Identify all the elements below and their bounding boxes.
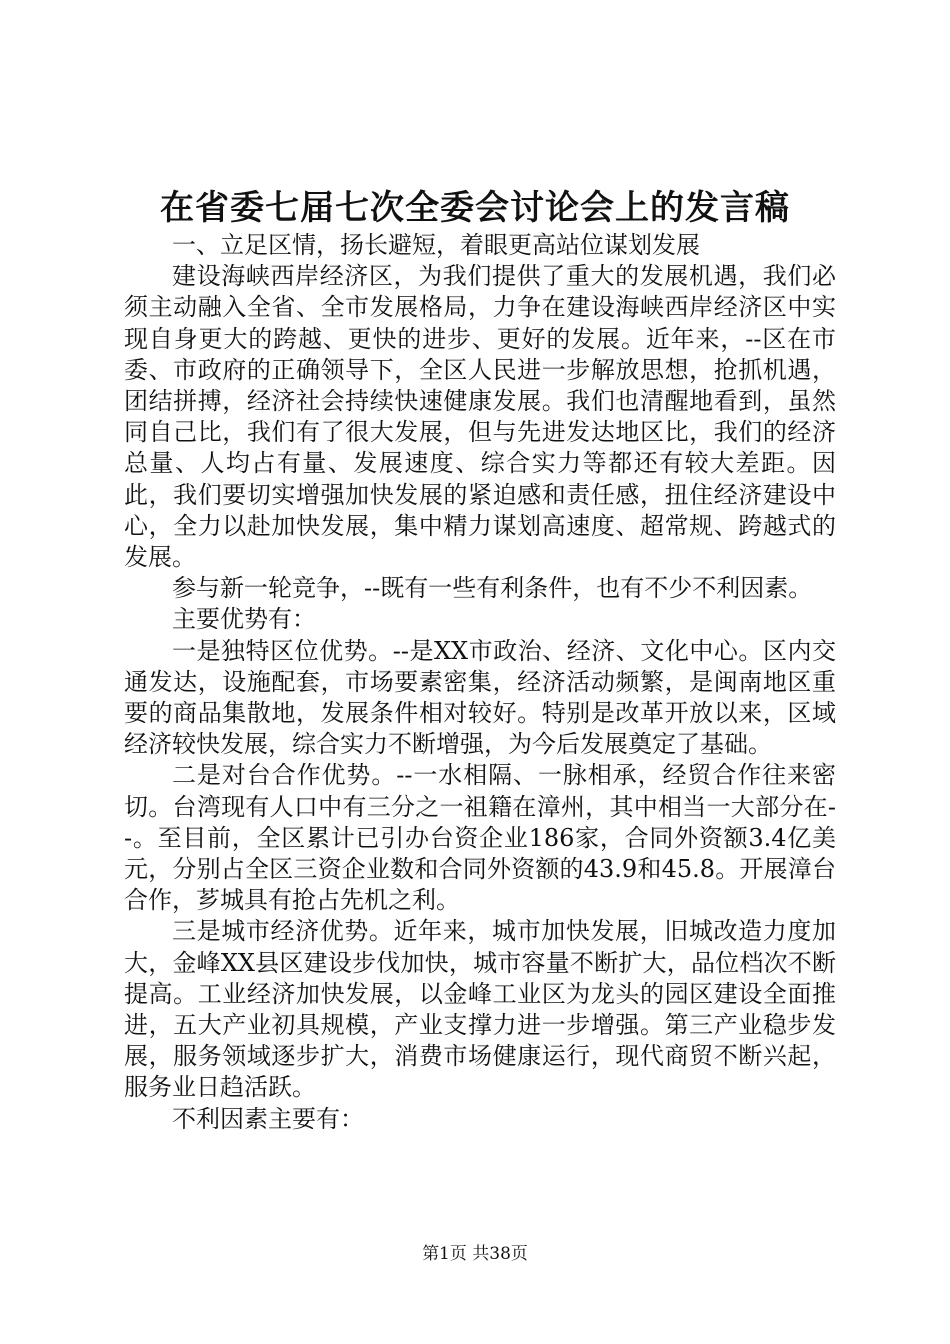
page-footer: 第1页 共38页 [422,1244,528,1264]
paragraph: 参与新一轮竞争，--既有一些有利条件，也有不少不利因素。 [172,574,813,603]
document-title: 在省委七届七次全委会讨论会上的发言稿 [160,188,790,228]
document-body [124,230,836,1135]
paragraph: 主要优势有： [172,605,316,634]
section-heading: 一、立足区情，扬长避短，着眼更高站位谋划发展 [172,231,700,259]
paragraph: 不利因素主要有： [172,1104,364,1133]
paragraph: 二是对台合作优势。--一水相隔、一脉相承，经贸合作往来密切。台湾现有人口中有三分之一祖籍在漳州，其中相当一大部分在--。至目前，全区累计已引办台资企业186家，合同外资额3.4亿美元，分别占全区三资企业数和合同外资额的43.9和45.8。开展漳台合作，芗城具有抢占先机之利。 [124,761,836,915]
paragraph: 建设海峡西岸经济区，为我们提供了重大的发展机遇，我们必须主动融入全省、全市发展格局，力争在建设海峡西岸经济区中实现自身更大的跨越、更快的进步、更好的发展。近年来，--区在市委、市政府的正确领导下，全区人民进一步解放思想，抢抓机遇，团结拼搏，经济社会持续快速健康发展。我们也清醒地看到，虽然同自己比，我们有了很大发展，但与先进发达地区比，我们的经济总量、人均占有量、发展速度、综合实力等都还有较大差距。因此，我们要切实增强加快发展的紧迫感和责任感，扭住经济建设中心，全力以赴加快发展，集中精力谋划高速度、超常规、跨越式的发展。 [124,262,836,572]
paragraph: 三是城市经济优势。近年来，城市加快发展，旧城改造力度加大，金峰XX县区建设步伐加快，城市容量不断扩大，品位档次不断提高。工业经济加快发展，以金峰工业区为龙头的园区建设全面推进，五大产业初具规模，产业支撑力进一步增强。第三产业稳步发展，服务领域逐步扩大，消费市场健康运行，现代商贸不断兴起，服务业日趋活跃。 [124,917,836,1102]
paragraph: 一是独特区位优势。--是XX市政治、经济、文化中心。区内交通发达，设施配套，市场要素密集，经济活动频繁，是闽南地区重要的商品集散地，发展条件相对较好。特别是改革开放以来，区域经济较快发展，综合实力不断增强，为今后发展奠定了基础。 [124,636,836,759]
